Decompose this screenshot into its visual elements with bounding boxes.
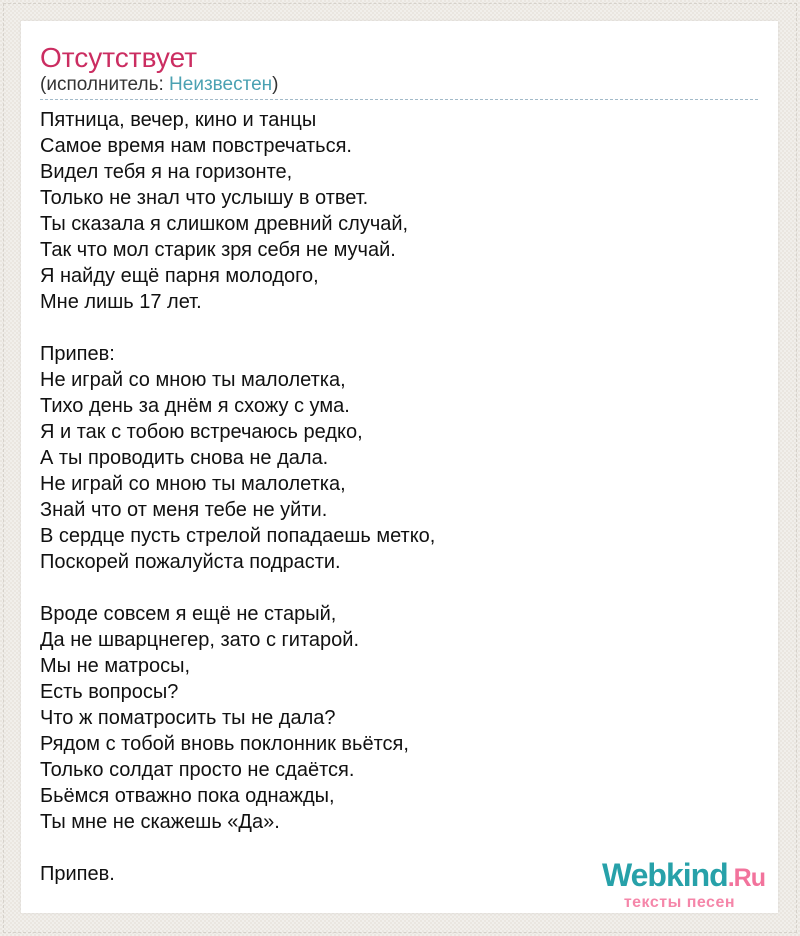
lyrics-line: Знай что от меня тебе не уйти. <box>40 499 328 521</box>
lyrics-stanza <box>40 341 758 575</box>
lyrics-line: Припев. <box>40 863 115 885</box>
artist-line <box>40 74 758 96</box>
dashed-separator <box>40 99 758 100</box>
lyrics-line: Рядом с тобой вновь поклонник вьётся, <box>40 733 409 755</box>
lyrics-line: Бьёмся отважно пока однажды, <box>40 785 335 807</box>
lyrics-line: Вроде совсем я ещё не старый, <box>40 603 337 625</box>
song-title: Отсутствует <box>40 42 198 73</box>
lyrics-line: В сердце пусть стрелой попадаешь метко, <box>40 525 436 547</box>
lyrics-line: Я найду ещё парня молодого, <box>40 265 319 287</box>
lyrics-line: Мы не матросы, <box>40 655 191 677</box>
lyrics-card <box>21 21 778 913</box>
lyrics-line: Поскорей пожалуйста подрасти. <box>40 551 341 573</box>
lyrics-line: Только не знал что услышу в ответ. <box>40 187 369 209</box>
lyrics-line: Не играй со мною ты малолетка, <box>40 369 346 391</box>
logo-tagline: тексты песен <box>623 894 735 911</box>
artist-label: (исполнитель: <box>40 74 170 95</box>
lyrics-line: Пятница, вечер, кино и танцы <box>40 109 317 131</box>
logo-webkind-text: Webkind <box>601 857 728 893</box>
lyrics-line: Только солдат просто не сдаётся. <box>40 759 355 781</box>
lyrics-line: А ты проводить снова не дала. <box>40 447 329 469</box>
lyrics-line: Ты сказала я слишком древний случай, <box>40 213 409 235</box>
webkind-logo-wordmark <box>602 859 765 898</box>
webkind-logo[interactable] <box>602 859 765 911</box>
lyrics-line: Я и так с тобою встречаюсь редко, <box>40 421 363 443</box>
lyrics-line: Что ж поматросить ты не дала? <box>40 707 336 729</box>
lyrics-stanza <box>40 601 758 835</box>
lyrics-line: Да не шварцнегер, зато с гитарой. <box>40 629 360 651</box>
lyrics-line: Тихо день за днём я схожу с ума. <box>40 395 350 417</box>
lyrics-line: Не играй со мною ты малолетка, <box>40 473 346 495</box>
logo-ru-text: .Ru <box>727 864 765 892</box>
lyrics-line: Мне лишь 17 лет. <box>40 291 202 313</box>
lyrics-line: Видел тебя я на горизонте, <box>40 161 293 183</box>
lyrics-line: Так что мол старик зря себя не мучай. <box>40 239 396 261</box>
artist-link[interactable]: Неизвестен <box>169 74 273 95</box>
lyrics-line: Самое время нам повстречаться. <box>40 135 352 157</box>
lyrics-line: Есть вопросы? <box>40 681 179 703</box>
lyrics-stanza <box>40 107 758 315</box>
lyrics-text <box>40 107 758 887</box>
lyrics-line: Ты мне не скажешь «Да». <box>40 811 280 833</box>
lyrics-line: Припев: <box>40 343 115 365</box>
artist-suffix: ) <box>272 74 279 95</box>
